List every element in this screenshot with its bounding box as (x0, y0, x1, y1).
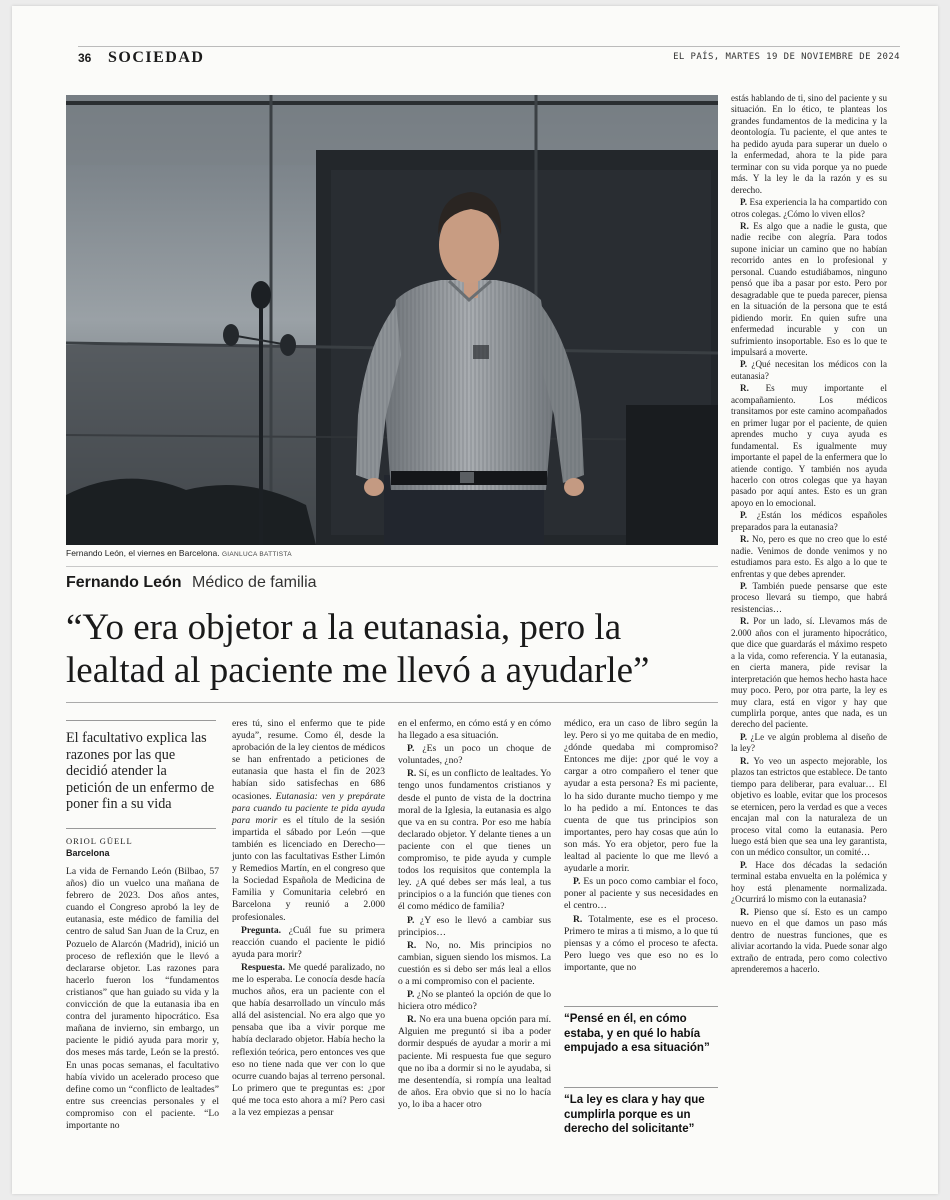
article-column-4 (564, 718, 718, 975)
answer: R. Por un lado, sí. Llevamos más de 2.000 años con el juramento hipocrático, que dice que guardarás el máximo respeto a la vida, como referencia. Y la eutanasia, en cierta manera, pide revisar la interpretación que hemos hecho hasta hace muy poco. Pero, por otra parte, la ley es muy clara, está en vigor y hay que cumplirla porque, antes que nada, es un derecho del paciente. (731, 616, 887, 730)
answer: R. Es algo que a nadie le gusta, que nadie recibe con alegría. Para todos supone iniciar un camino que no habían recorrido antes en lo profesional y personal. Cuando estudiábamos, ninguno pensó que iba a pasar por esto. Pero por desagradable que te pueda parecer, piensa en la situación de la persona que te está pidiendo morir. En quien sufre una enfermedad incurable y con un sufrimiento insoportable. Eso es lo que te impulsará a moverte. (731, 220, 887, 357)
answer: Respuesta. Me quedé paralizado, no me lo esperaba. Le conocía desde hacía muchos años, era un paciente con el que había desarrollado un vínculo más allá del asistencial. No era algo que yo pensaba que iba a vivir porque me había declarado objetor. Había hecho la reflexión teórica, pero entonces ves que eso no tiene nada que ver con lo que ocurre cuando bajas al terreno personal. Lo primero que te preguntas es: ¿por qué me toca esto ahora a mí? Pero casi a la vez empiezas a pensar (232, 961, 385, 1118)
deck: El facultativo explica las razones por las que decidió atender la petición de un enfermo de poner fin a su vida (66, 730, 215, 812)
divider (66, 720, 216, 721)
divider (66, 828, 216, 829)
photo-caption (66, 548, 718, 558)
divider (66, 566, 718, 567)
question: P. ¿Están los médicos españoles preparados para la eutanasia? (731, 510, 887, 532)
answer: R. No, pero es que no creo que lo esté nadie. Venimos de donde venimos y no estudiamos para esto. Es algo a lo que te enfrentas y que debes aprender. (731, 534, 887, 579)
paragraph: en el enfermo, en cómo está y en cómo ha llegado a esa situación. (398, 718, 551, 742)
answer: R. Pienso que sí. Esto es un campo nuevo en el que damos un paso más dentro de nuestras funciones, que es aliviar acortando la vida. Puede sonar algo extraño de entrada, pero como colectivo aprenderemos a hacerlo. (731, 906, 887, 974)
photo-illustration (66, 95, 718, 545)
question: P. ¿Y eso le llevó a cambiar sus principios… (398, 914, 551, 938)
answer: R. Sí, es un conflicto de lealtades. Yo tengo unos fundamentos cristianos y desde el punto de vista de la doctrina moral de la Iglesia, la eutanasia es algo que va en su contra. Por eso me había declarado objetor. Y delante tienes a un paciente con el que tienes un compromiso, te pide ayuda y cumple todos los requisitos que contempla la ley. ¿A qué debes ser más leal, a tus principios o a la función que tienes con él como médico de familia? (398, 768, 551, 913)
article-column-2 (232, 718, 385, 1120)
question: P. ¿Qué necesitan los médicos con la eutanasia? (731, 359, 887, 381)
pull-quote-2: “La ley es clara y hay que cumplirla porque es un derecho del solicitante” (564, 1094, 705, 1135)
question: P. Hace dos décadas la sedación terminal estaba envuelta en la polémica y hoy está plenamente normalizada. ¿Ocurrirá lo mismo con la eutanasia? (731, 859, 887, 905)
answer: R. No, no. Mis principios no cambian, siguen siendo los mismos. La cuestión es si debo ser más leal a ellos o a mi compromiso con el paciente. (398, 939, 551, 987)
section-title: SOCIEDAD (108, 49, 205, 66)
italic-title: Eutanasia: ven y prepárate para cuando tu paciente te pida ayuda para morir (232, 790, 385, 826)
question: P. Es un poco como cambiar el foco, poner al paciente y sus necesidades en el centro… (564, 876, 718, 912)
article-column-1 (66, 866, 219, 1133)
paragraph: estás hablando de ti, sino del paciente y su situación. En lo ético, te planteas los grandes fundamentos de la medicina y la deontología. Tu paciente, el que antes te ha pedido ayuda para superar un duelo o la enfermedad, ahora te la pide para terminar con su vida porque ya no puede más. Y la ley le da la razón y es su derecho. (731, 93, 887, 195)
headline: “Yo era objetor a la eutanasia, pero la lealtad al paciente me llevó a ayudarle” (66, 607, 650, 691)
question: P. ¿Le ve algún problema al diseño de la ley? (731, 731, 887, 754)
page-header (78, 46, 900, 71)
paragraph: médico, era un caso de libro según la ley. Pero si yo me quitaba de en medio, ¿dónde quedaba mi compromiso? Entonces me dije: ¿por qué le voy a cargar a otro compañero el tener que ayudar a esta persona? Es mi paciente, lo ha sido durante mucho tiempo y me lo ha pedido a mí. Entonces te das cuenta de que tus principios son importantes, pero hay cosas que aún lo son más. Yo era objetor, pero fue la lealtad al paciente lo que me llevó a ayudarle a morir. (564, 718, 718, 875)
byline-author: ORIOL GÜELL (66, 836, 133, 846)
question: P. ¿No se planteó la opción de que lo hiciera otro médico? (398, 989, 551, 1013)
divider (564, 1087, 718, 1088)
article-column-3 (398, 718, 551, 1112)
profile-line (66, 574, 317, 592)
caption-text: Fernando León, el viernes en Barcelona. (66, 548, 220, 558)
question: P. También puede pensarse que este proceso llevará su tiempo, que habrá resistencias… (731, 581, 888, 614)
question: P. Esa experiencia la ha compartido con otros colegas. ¿Cómo lo viven ellos? (731, 197, 887, 219)
portrait-photo (66, 95, 718, 545)
divider (564, 1006, 718, 1007)
article-column-5 (731, 93, 887, 976)
paragraph: La vida de Fernando León (Bilbao, 57 años) dio un vuelco una mañana de febrero de 2023. Dos años antes, cuando el Congreso aprobó la ley de eutanasia, este médico de familia del centro de salud San Juan de la Cruz, en Pozuelo de Alarcón (Madrid), inició un proceso de reflexión que le llevó a declararse objetor. Las razones para hacerlo fueron los “fundamentos cristianos” que han guiado su vida y la convicción de que la eutanasia iba en contra del juramento hipocrático. Esa mañana de invierno, sin embargo, un paciente le pidió ayuda para morir y, dos meses más tarde, León se la prestó. En unas pocas semanas, el facultativo había vivido un acelerado proceso que define como un “conflicto de lealtades” entre sus creencias personales y el compromiso con el paciente. “Lo importante no (66, 866, 219, 1131)
profile-role: Médico de familia (192, 574, 317, 591)
answer: R. Totalmente, ese es el proceso. Primero te miras a ti mismo, a lo que tú piensas y a cómo el proceso te afecta. Pero luego ves que eso no es lo importante, que no (564, 913, 718, 973)
paragraph: eres tú, sino el enfermo que te pide ayuda”, resume. Como él, desde la aprobación de la ley cientos de médicos se han enfrentado a peticiones de eutanasia que hasta el fin de 2023 habían sido satisfechas en 686 ocasiones. Eutanasia: ven y prepárate para cuando tu paciente te pida ayuda para morir es el título de la sesión impartida el sábado por León —que también es licenciado en Derecho— junto con las facultativas Esther Limón y Remedios Martín, en el congreso que la Sociedad Española de Medicina de Familia y Comunitaria celebró en Barcelona y reunió a 2.000 profesionales. (232, 718, 385, 923)
byline-place: Barcelona (66, 848, 110, 858)
question: P. ¿Es un poco un choque de voluntades, ¿no? (398, 743, 551, 767)
dateline: EL PAÍS, MARTES 19 DE NOVIEMBRE DE 2024 (673, 52, 900, 62)
photo-credit: GIANLUCA BATTISTA (221, 551, 292, 558)
answer: R. Yo veo un aspecto mejorable, los plazos tan estrictos que establece. De tanto tiempo para deliberar, para evaluar… El objetivo es loable, evitar que los procesos se eternicen, pero la verdad es que a veces encajan mal con la naturaleza de un proceso vital como la eutanasia. Pero luego está bien que sea una ley garantista, con un médico consultor, un comité… (731, 755, 887, 858)
profile-name: Fernando León (66, 574, 182, 591)
answer: R. No era una buena opción para mí. Alguien me preguntó si iba a poder dormir después de ayudar a morir a mi paciente. Mi respuesta fue que seguro que no iba a dormir si no le ayudaba, si me desentendía, si rompía una lealtad de años. Era obvio que si no lo hacía yo, lo iba a hacer otro (398, 1014, 551, 1110)
pull-quote-1: “Pensé en él, en cómo estaba, y en qué lo había empujado a esa situación” (564, 1013, 710, 1054)
divider (66, 702, 718, 703)
answer: R. Es muy importante el acompañamiento. Los médicos transitamos por este camino acompañados en primer lugar por el paciente, de quien aprendes mucho y cuya ayuda es fundamental. Es igualmente muy importante el papel de la enfermera que lo atiende contigo. Y también nos ayuda hacerlo con otros colegas que ya hayan pasado por aquí antes. Esto es un gran apoyo en lo emocional. (731, 383, 887, 508)
page-number: 36 (78, 51, 92, 65)
question: Pregunta. ¿Cuál fue su primera reacción cuando el paciente le pidió ayuda para morir? (232, 924, 385, 960)
